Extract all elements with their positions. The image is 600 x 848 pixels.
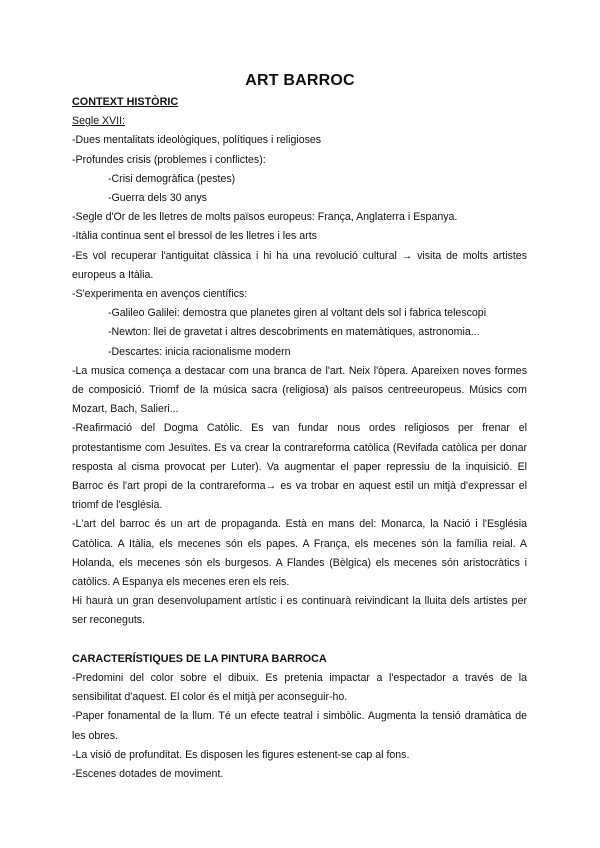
text-line: -Segle d'Or de les lletres de molts països europeus: França, Anglaterra i Espanya. [72, 211, 458, 224]
text-line: -Profundes crisis (problemes i conflictes): [72, 153, 266, 166]
section-heading-painting: CARACTERÍSTIQUES DE LA PINTURA BARROCA [72, 652, 327, 665]
text-paragraph: -L'art del barroc és un art de propaganda. Està en mans del: Monarca, la Nació i l'Església Catòlica. A Itàlia, els mecenes són els papes. A França, els mecenes són la família reial. A Holanda, els mecenes són els burgesos. A Flandes (Bèlgica) els mecenes són aristocràtics i catòlics. A Espanya els mecenes eren els reis. [72, 518, 527, 589]
text-line: -Itàlia continua sent el bressol de les lletres i les arts [72, 230, 317, 243]
text-line: -S'experimenta en avenços científics: [72, 288, 248, 301]
text-paragraph: -Reafirmació del Dogma Catòlic. Es van fundar nous ordes religiosos per frenar el protestantisme com Jesuïtes. Es va crear la contrareforma catòlica (Revifada catòlica per donar resposta al cisma provocat per Luter). Va augmentar el paper repressiu de la inquisició. El Barroc és l'art propi de la contrareforma→ es va trobar en aquest estil un mitjà d'expressar el triomf de l'església. [72, 422, 527, 512]
indented-list-item: -Galileo Galilei: demostra que planetes giren al voltant dels sol i fabrica telescopi [108, 307, 487, 320]
text-line: -La visió de profunditat. Es disposen les figures estenent-se cap al fons. [72, 748, 410, 761]
section-heading-context: CONTEXT HISTÒRIC [72, 96, 179, 108]
text-paragraph: -Es vol recuperar l'antiguitat clàssica i hi ha una revolució cultural → visita de molts artistes europeus a Itàlia. [72, 249, 527, 281]
indented-list-item: -Descartes: inicia racionalisme modern [108, 345, 291, 358]
text-line: -Escenes dotades de moviment. [72, 767, 224, 780]
indented-list-item: -Newton: llei de gravetat i altres descobriments en matemàtiques, astronomia... [108, 326, 480, 339]
text-paragraph: -Paper fonamental de la llum. Té un efecte teatral i simbòlic. Augmenta la tensió dramàtica de les obres. [72, 710, 527, 742]
century-subheading: Segle XVII: [72, 115, 125, 128]
text-paragraph: -La musica comença a destacar com una branca de l'art. Neix l'òpera. Apareixen noves formes de composició. Triomf de la música sacra (religiosa) als països centreeuropeus. Músics com Mozart, Bach, Salieri... [72, 364, 527, 416]
text-paragraph: Hi haurà un gran desenvolupament artístic i es continuarà reivindicant la lluita dels artistes per ser reconeguts. [72, 595, 527, 627]
indented-list-item: -Crisi demogràfica (pestes) [108, 172, 236, 185]
text-line: -Dues mentalitats ideològiques, polítiques i religioses [72, 134, 322, 147]
page-title: ART BARROC [245, 72, 355, 89]
section-spacer [72, 631, 527, 650]
indented-list-item: -Guerra dels 30 anys [108, 192, 207, 205]
text-paragraph: -Predomini del color sobre el dibuix. Es pretenia impactar a l'espectador a través de la sensibilitat d'aquest. El color és el mitjà per aconseguir-ho. [72, 671, 527, 704]
document-body [72, 93, 527, 784]
